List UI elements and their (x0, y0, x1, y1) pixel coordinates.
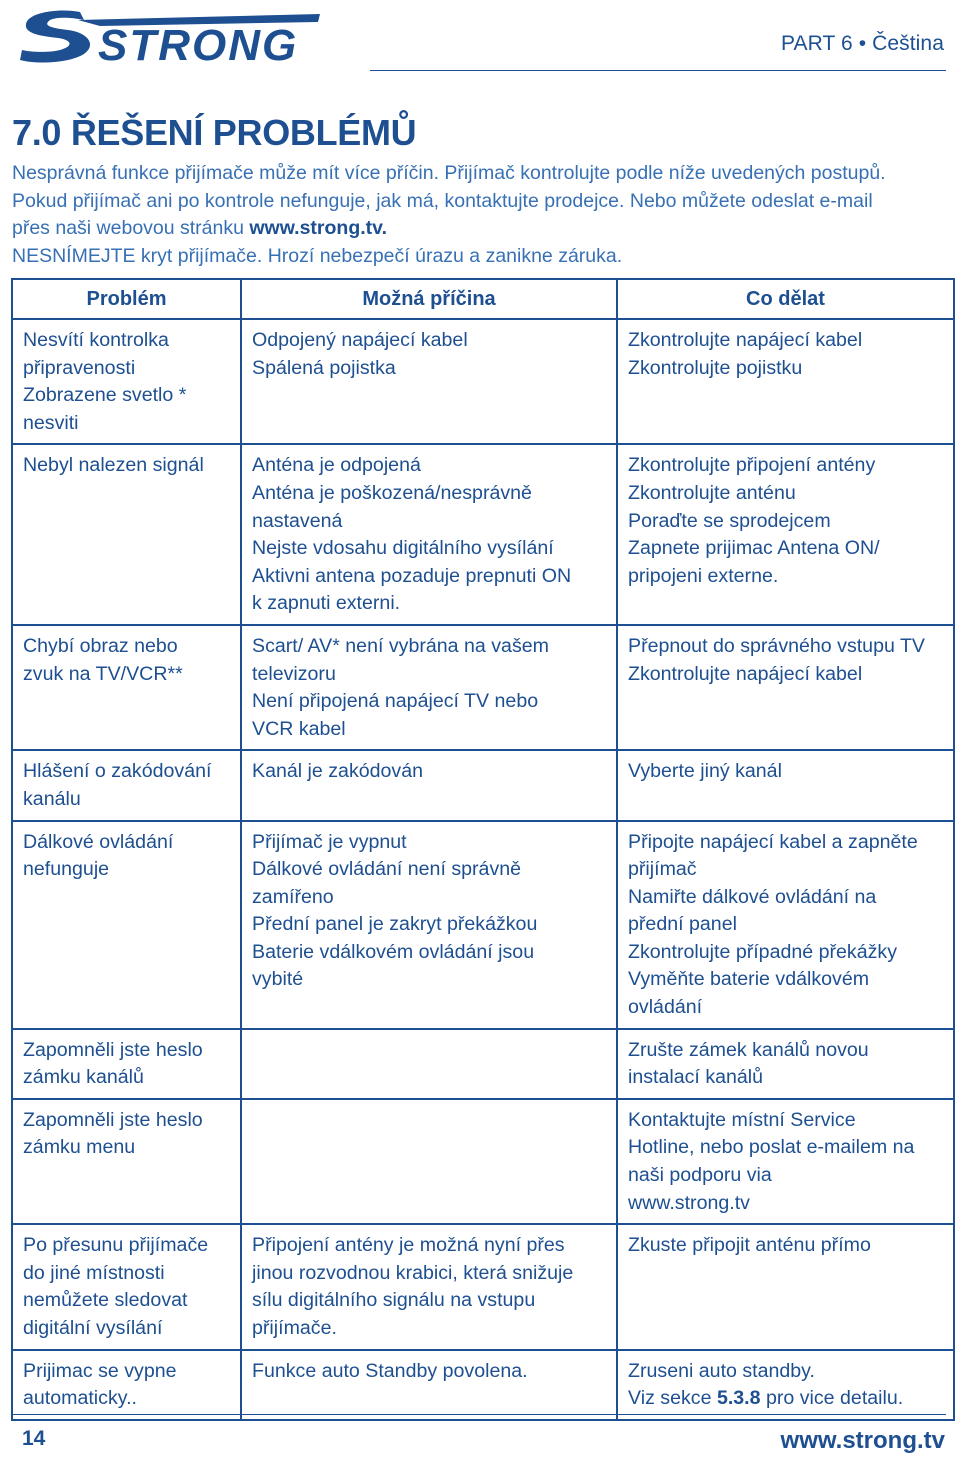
problem-line: Hlášení o zakódování (23, 760, 212, 783)
cause-line: Scart/ AV* není vybrána na vašem (252, 634, 549, 657)
cause-line: Přijímač je vypnut (252, 830, 407, 853)
warning-text: NESNÍMEJTE kryt přijímače. Hrozí nebezpečí úrazu a zanikne záruka. (12, 244, 623, 267)
problem-cell (12, 444, 241, 625)
problem-cell (12, 1350, 241, 1420)
action-cell (617, 1350, 954, 1420)
problem-line: Dálkové ovládání (23, 830, 174, 853)
logo-text: STRONG (98, 21, 299, 68)
strong-logo (20, 6, 320, 68)
action-line: Zkontrolujte napájecí kabel (628, 329, 863, 351)
problem-line: Prijimac se vypne (23, 1359, 177, 1382)
action-line: Poraďte se sprodejcem (628, 509, 831, 532)
part-label: PART 6 • Čeština (780, 32, 944, 55)
cause-line: Funkce auto Standby povolena. (252, 1359, 528, 1382)
action-line: ovládání (628, 996, 703, 1019)
action-line: Zkontrolujte pojistku (628, 356, 803, 379)
action-line: Připojte napájecí kabel a zapněte (628, 830, 918, 853)
cause-cell (241, 319, 617, 444)
cause-line: přijímače. (252, 1317, 337, 1339)
action-line: Zruseni auto standby. (628, 1359, 815, 1382)
action-line: pripojeni externe. (628, 564, 779, 587)
header-cause: Možná příčina (241, 279, 617, 319)
cause-line: Anténa je poškozená/nesprávně (252, 481, 532, 504)
problem-line: nemůžete sledovat (23, 1289, 188, 1312)
problem-line: zámku kanálů (23, 1066, 144, 1089)
problem-cell (12, 750, 241, 820)
action-cell (617, 1099, 954, 1224)
footer-divider (12, 1414, 946, 1415)
table-row (12, 625, 954, 750)
header-problem: Problém (12, 279, 241, 319)
problem-line: automaticky.. (23, 1387, 137, 1410)
action-line-prefix: Viz sekce (628, 1387, 717, 1410)
table-row (12, 444, 954, 625)
action-cell (617, 1029, 954, 1099)
cause-line: k zapnuti externi. (252, 592, 401, 615)
action-line: Zkontrolujte napájecí kabel (628, 662, 863, 685)
cause-line: Kanál je zakódován (252, 760, 424, 783)
problem-line: do jiné místnosti (23, 1261, 165, 1284)
cause-line: Není připojená napájecí TV nebo (252, 690, 539, 713)
problem-line: připravenosti (23, 356, 136, 379)
cause-line: sílu digitálního signálu na vstupu (252, 1289, 536, 1312)
cause-line: Přední panel je zakryt překážkou (252, 913, 538, 936)
cause-cell (241, 625, 617, 750)
action-line (628, 1385, 943, 1413)
cause-line: Anténa je odpojená (252, 454, 421, 477)
cause-line: Spálená pojistka (252, 356, 396, 379)
problem-line: Po přesunu přijímače (23, 1234, 209, 1257)
action-line: Zrušte zámek kanálů novou (628, 1038, 869, 1061)
cause-line: jinou rozvodnou krabici, která snižuje (252, 1261, 574, 1284)
cause-cell (241, 1350, 617, 1420)
action-line: Zkontrolujte anténu (628, 481, 796, 504)
problem-cell (12, 1029, 241, 1099)
section-title: 7.0 ŘEŠENÍ PROBLÉMŮ (12, 112, 417, 153)
problem-cell (12, 821, 241, 1029)
action-line: Kontaktujte místní Service (628, 1108, 856, 1131)
table-body (12, 319, 954, 1420)
action-cell (617, 750, 954, 820)
table-row (12, 1224, 954, 1349)
problem-line: Zobrazene svetlo * (23, 384, 187, 407)
problem-cell (12, 319, 241, 444)
action-line: instalací kanálů (628, 1066, 764, 1089)
table-row (12, 750, 954, 820)
cause-line: VCR kabel (252, 717, 346, 740)
cause-cell (241, 821, 617, 1029)
cause-line: Odpojený napájecí kabel (252, 329, 468, 351)
intro-line-1: Nesprávná funkce přijímače může mít více příčin. Přijímač kontrolujte podle níže uvedených postupů. (12, 162, 886, 184)
header-divider (370, 70, 946, 71)
problem-line: Nesvítí kontrolka (23, 329, 169, 351)
cause-cell (241, 1224, 617, 1349)
problem-line: Nebyl nalezen signál (23, 454, 204, 477)
intro-text (12, 160, 952, 270)
action-line: Zkontrolujte připojení antény (628, 454, 876, 477)
table-header-row (12, 279, 954, 319)
action-line: Přepnout do správného vstupu TV (628, 634, 926, 657)
action-line: přijímač (628, 858, 697, 881)
problem-line: zámku menu (23, 1136, 136, 1159)
footer-website-link[interactable]: www.strong.tv (780, 1427, 945, 1454)
problem-line: digitální vysílání (23, 1317, 163, 1339)
problem-cell (12, 1224, 241, 1349)
action-line: Zapnete prijimac Antena ON/ (628, 537, 880, 560)
action-cell (617, 625, 954, 750)
intro-website-link[interactable]: www.strong.tv (249, 217, 382, 239)
action-line: Vyberte jiný kanál (628, 760, 782, 783)
header-action: Co dělat (617, 279, 954, 319)
action-cell (617, 1224, 954, 1349)
problem-cell (12, 625, 241, 750)
action-line: Hotline, nebo poslat e-mailem na (628, 1136, 915, 1159)
cause-cell (241, 444, 617, 625)
intro-line-3-text: přes naši webovou stránku (12, 217, 250, 239)
cause-line: Dálkové ovládání není správně (252, 858, 522, 881)
table-row (12, 1350, 954, 1420)
cause-line: Nejste vdosahu digitálního vysílání (252, 537, 554, 560)
cause-cell (241, 750, 617, 820)
problem-line: nefunguje (23, 858, 110, 881)
intro-line-3 (12, 215, 952, 243)
cause-line: vybité (252, 968, 304, 991)
table-row (12, 319, 954, 444)
cause-line: Baterie vdálkovém ovládání jsou (252, 940, 535, 963)
action-cell (617, 444, 954, 625)
problem-line: kanálu (23, 787, 81, 810)
table-row (12, 1099, 954, 1224)
problem-line: nesviti (23, 411, 79, 434)
table-row (12, 1029, 954, 1099)
action-line: Namiřte dálkové ovládání na (628, 885, 877, 908)
cause-cell (241, 1029, 617, 1099)
cause-line: televizoru (252, 662, 336, 685)
action-cell (617, 319, 954, 444)
action-line: Zkontrolujte případné překážky (628, 940, 898, 963)
problem-line: Zapomněli jste heslo (23, 1108, 203, 1131)
action-line-suffix: pro vice detailu. (760, 1387, 904, 1410)
action-line: www.strong.tv (628, 1191, 750, 1214)
section-reference: 5.3.8 (716, 1387, 761, 1410)
page-number: 14 (22, 1427, 46, 1450)
cause-line: nastavená (252, 509, 343, 532)
cause-line: Aktivni antena pozaduje prepnuti ON (252, 564, 572, 587)
action-line: Zkuste připojit anténu přímo (628, 1234, 871, 1257)
cause-cell (241, 1099, 617, 1224)
action-line: naši podporu via (628, 1164, 772, 1187)
intro-line-2: Pokud přijímač ani po kontrole nefunguje, jak má, kontaktujte prodejce. Nebo můžete odeslat e-mail (12, 189, 873, 212)
action-line: přední panel (628, 913, 737, 936)
intro-link-suffix: . (381, 217, 387, 239)
table-row (12, 821, 954, 1029)
cause-line: zamířeno (252, 885, 334, 908)
problem-line: zvuk na TV/VCR** (23, 662, 183, 685)
action-cell (617, 821, 954, 1029)
problem-line: Zapomněli jste heslo (23, 1038, 203, 1061)
problem-line: Chybí obraz nebo (23, 634, 178, 657)
problem-cell (12, 1099, 241, 1224)
action-line: Vyměňte baterie vdálkovém (628, 968, 870, 991)
cause-line: Připojení antény je možná nyní přes (252, 1234, 565, 1257)
troubleshooting-table (11, 278, 955, 1421)
